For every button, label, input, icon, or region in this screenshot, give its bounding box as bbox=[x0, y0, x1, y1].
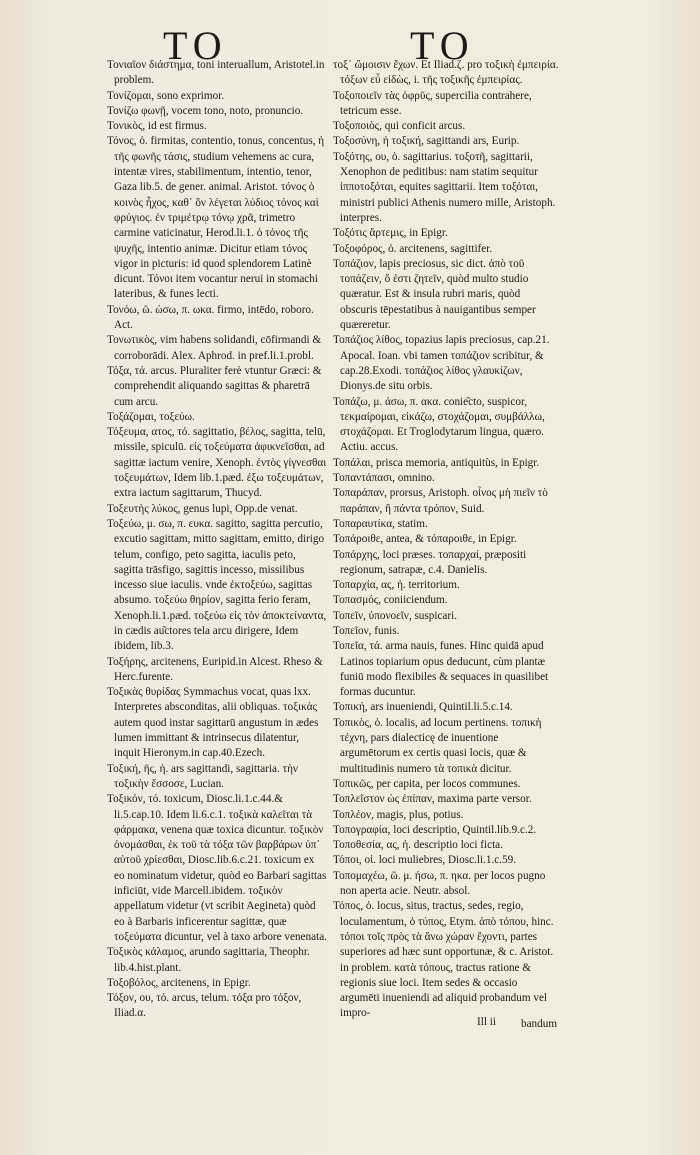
dictionary-entry: Τοξικὰς θυρίδας Symmachus vocat, quas lxx. Interpretes absconditas, alii obliquas. τοξικὰς autem quod instar sagittarū angustum in ædes lumen immittant & intrinsecus dilatentur, inquit Hieronym.in cap.40.Ezech. bbox=[107, 686, 319, 760]
dictionary-entry: Τοπεῖα, τά. arma nauis, funes. Hinc quidā apud Latinos topiarium opus deducunt, cùm plantæ funiū modo flexibiles & sequaces in quasilibet formas ducuntur. bbox=[333, 640, 549, 699]
dictionary-entry: Τοξότις ἄρτεμις, in Epigr. bbox=[333, 227, 448, 240]
signature-mark: Ill ii bbox=[477, 1016, 496, 1028]
dictionary-entry: Τοπάλαι, prisca memoria, antiquitùs, in Epigr. bbox=[333, 456, 540, 469]
dictionary-entry: τοξ᾽ ὤμοισιν ἔχων. Et Iliad.ζ. pro τοξικὴ ἐμπειρία. τόξων εὖ εἰδὼς, i. τῆς τοξικῆς ἐμπειρίας. bbox=[333, 59, 559, 87]
dictionary-entry: Τοπάζιος λίθος, topazius lapis preciosus, cap.21. Apocal. Ioan. vbi tamen τοπάζιον scribitur, & cap.28.Exodi. τοπάζιος λίθος γλαυκίζων, Dionys.de situ orbis. bbox=[333, 334, 550, 393]
dictionary-entry: Τονόω, ῶ. ώσω, π. ωκα. firmo, intēdo, roboro. Act. bbox=[107, 303, 314, 332]
dictionary-entry: Τοπικὸς, ὁ. localis, ad locum pertinens. τοπικὴ τέχνη, pars dialecticę de inuentione argumētorum ex certis quasi locis, quæ & multitudinis numero τὰ τοπικὰ dicitur. bbox=[333, 716, 542, 775]
right-column bbox=[333, 58, 559, 1022]
dictionary-entry: Τόξευμα, ατος, τό. sagittatio, βέλος, sagitta, telū, missile, spiculū. εἰς τοξεύματα ἀφικνεῖσθαι, ad sagittæ iactum venire, Xenoph. ἐντὸς γίγνεσθαι τοξευμάτων, Idem lib.1.pæd. ἐξω τοξευμάτων, extra iactum sagittarum, Thucyd. bbox=[107, 426, 327, 500]
dictionary-entry: Τόπος, ὁ. locus, situs, tractus, sedes, regio, loculamentum, ὁ τύπος, Etym. ἀπὸ τόπου, hinc. τόποι τοῖς πρὸς τὰ ἄνω χώραν ἔχοντι, partes superiores ad hæc sunt opportunæ, & c. Aristot. in problem. κατὰ τόπους, tractus ratione & regionis siue loci. Item sedes & occasio argumēti inueniendi ad aliquid probandum vel impro- bbox=[333, 900, 554, 1020]
dictionary-entry: Τοξική, ῆς, ἡ. ars sagittandi, sagittaria. τὴν τοξικὴν ἔσσοσε, Lucian. bbox=[107, 762, 298, 790]
dictionary-entry: Τοπεῖν, ὑπονοεῖν, suspicari. bbox=[333, 609, 458, 622]
dictionary-entry: Τοποθεσία, ας, ἡ. descriptio loci ficta. bbox=[333, 839, 503, 852]
dictionary-entry: Τοξοποιὸς, qui conficit arcus. bbox=[333, 120, 466, 133]
dictionary-entry: Τοξοφόρος, ὁ. arcitenens, sagittifer. bbox=[333, 242, 493, 255]
dictionary-entry: Τοπομαχέω, ῶ. μ. ήσω, π. ηκα. per locos pugno non aperta acie. Neutr. absol. bbox=[333, 869, 546, 898]
dictionary-entry: Τόξον, ου, τό. arcus, telum. τόξα pro τόξον, Iliad.α. bbox=[107, 992, 302, 1020]
dictionary-entry: Τονίζομαι, sono exprimor. bbox=[107, 89, 225, 102]
dictionary-entry: Τοξικὸς κάλαμος, arundo sagittaria, Theophr. lib.4.hist.plant. bbox=[107, 946, 310, 974]
dictionary-entry: Τόποι, οἱ. loci muliebres, Diosc.li.1.c.59. bbox=[333, 854, 517, 867]
dictionary-entry: Τοπαράπαν, prorsus, Aristoph. οἶνος μὴ πιεῖν τὸ παράπαν, ἢ πάντα τρόπον, Suid. bbox=[333, 487, 548, 515]
dictionary-entry: Τονικὸς, id est firmus. bbox=[107, 120, 207, 133]
dictionary-entry: Τονιαῖον διάστημα, toni interuallum, Aristotel.in problem. bbox=[107, 59, 325, 87]
dictionary-entry: Τοπαραυτίκα, statim. bbox=[333, 517, 428, 530]
dictionary-entry: Τοπασμός, coniiciendum. bbox=[333, 594, 448, 607]
dictionary-entry: Τοξεύω, μ. σω, π. ευκα. sagitto, sagitta percutio, excutio sagittam, mitto sagittam, emitto, dirigo telum, configo, peto sagitta, iaculis peto, sagitta trāsfigo, sagittis incesso, missilibus incesso siue iaculis. vnde ἐκτοξεύω, sagittas absumo. τοξεύω θηρίον, sagitta ferio feram, Xenoph.li.1.pæd. τοξεύω εἰς τὸν ἀποκτείναντα, in cædis au͂ctores tela arcu dirigere, Idem ibidem, lib.3. bbox=[107, 517, 327, 653]
dictionary-entry: Τοπαντάπασι, omnino. bbox=[333, 472, 435, 485]
dictionary-entry: Τοξότης, ου, ὁ. sagittarius. τοξοτῆ, sagittarii, Xenophon de peditibus: nam statim sequitur ἱπποτοξόται, equites sagittarii. Item τοξόται, ministri publici Athenis numero mille, Aristoph. interpres. bbox=[333, 150, 556, 224]
left-column bbox=[107, 58, 327, 1022]
dictionary-entry: Τοπάροιθε, antea, & τόπαροιθε, in Epigr. bbox=[333, 533, 517, 546]
dictionary-entry: Τοπαρχία, ας, ἡ. territorium. bbox=[333, 579, 460, 592]
running-head-right: TO bbox=[410, 23, 475, 68]
dictionary-entry: Τοξικόν, τό. toxicum, Diosc.li.1.c.44.& li.5.cap.10. Idem li.6.c.1. τοξικὰ καλεῖται τὰ φάρμακα, venena quæ toxica dicuntur. τοξικὸν ὀνομάσθαι, ἐκ τοῦ τὰ τόξα τῶν βαρβάρων ὑπ᾽ αὐτοῦ χρίεσθαι, Diosc.lib.6.c.21. toxicum ex eo nominatum videtur, quòd eo Barbari sagittas inficiūt, vide Marcell.ibidem. τοξικὸν appellatum videtur (vt scribit Aegineta) quòd eo à Barbaris inficerentur sagittæ, quæ τοξεύματα dicuntur, vel à taxo arbore venenata. bbox=[107, 793, 327, 943]
dictionary-entry: Τοξάζομαι, τοξεύω. bbox=[107, 410, 195, 423]
dictionary-entry: Τόνος, ὁ. firmitas, contentio, tonus, concentus, ἡ τῆς φωνῆς τάσις, studium vehemens ac cura, intentæ vires, stabilimentum, intentio, tenor, Gaza lib.5. de gener. animal. Aristot. τόνος ὁ κοινὸς ἦχος, καθ᾽ ὃν λέγεται λύδιος τόνος καὶ φρύγιος. ἐν τριμέτρῳ τόνῳ χρᾶ, trimetro carmine vaticinatur, Herod.li.1. ὁ τόνος τῆς ψυχῆς, intentio animæ. Dicitur etiam τόνος vigor in picturis: id quod splendorem Latinè dicunt. Τόνοι item vocantur nerui in stomachi lateribus, & funes lecti. bbox=[107, 135, 325, 301]
dictionary-entry: Τοπλεῖστον ὡς ἐπίπαν, maxima parte versor. bbox=[333, 793, 532, 806]
dictionary-entry: Τοπική, ars inueniendi, Quintil.li.5.c.14. bbox=[333, 701, 513, 714]
dictionary-entry: Τόξα, τά. arcus. Pluraliter ferè vtuntur Græci: & comprehendit aliquando sagittas & pharetrā cum arcu. bbox=[107, 364, 322, 408]
dictionary-entry: Τοξοβόλος, arcitenens, in Epigr. bbox=[107, 976, 251, 989]
dictionary-entry: Τοπογραφία, loci descriptio, Quintil.lib.9.c.2. bbox=[333, 823, 537, 836]
dictionary-entry: Τοξευτὴς λύκος, genus lupi, Opp.de venat. bbox=[107, 502, 298, 515]
dictionary-entry: Τοπάρχης, loci præses. τοπαρχαί, præpositi regionum, satrapæ, c.4. Danielis. bbox=[333, 548, 527, 576]
dictionary-entry: Τοπεῖον, funis. bbox=[333, 624, 400, 637]
dictionary-entry: Τονωτικὸς, vim habens solidandi, cōfirmandi & corroborādi. Alex. Aphrod. in pref.li.1.probl. bbox=[107, 334, 322, 362]
dictionary-entry: Τοπάζιον, lapis preciosus, sic dict. ἀπὸ τοῦ τοπάζειν, ὅ ἐστι ζητεῖν, quòd multo studio quæratur. Est & insula rubri maris, quòd obscuris tēpestatibus à nauigantibus semper quæreretur. bbox=[333, 257, 536, 332]
dictionary-entry: Τονίζω φωνῇ, vocem tono, noto, pronuncio. bbox=[107, 104, 304, 117]
dictionary-entry: Τοπικῶς, per capita, per locos communes. bbox=[333, 777, 521, 790]
dictionary-entry: Τοξήρης, arcitenens, Euripid.in Alcest. Rheso & Herc.furente. bbox=[107, 655, 323, 683]
catchword: bandum bbox=[521, 1018, 558, 1030]
dictionary-entry: Τοπλέον, magis, plus, potius. bbox=[333, 808, 464, 821]
dictionary-entry: Τοξοποιεῖν τὰς ὀφρῦς, supercilia contrahere, tetricum esse. bbox=[333, 89, 532, 117]
running-head-left: TO bbox=[163, 23, 228, 68]
dictionary-entry: Τοξοσύνη, ἡ τοξική, sagittandi ars, Eurip. bbox=[333, 135, 520, 148]
dictionary-entry: Τοπάζω, μ. άσω, π. ακα. conie͂cto, suspicor, τεκμαίρομαι, εἰκάζω, στοχάζομαι, συμβάλλω, στοχάζομαι. Et Troglodytarum lingua, quæro. Actiu. accus. bbox=[333, 395, 545, 454]
